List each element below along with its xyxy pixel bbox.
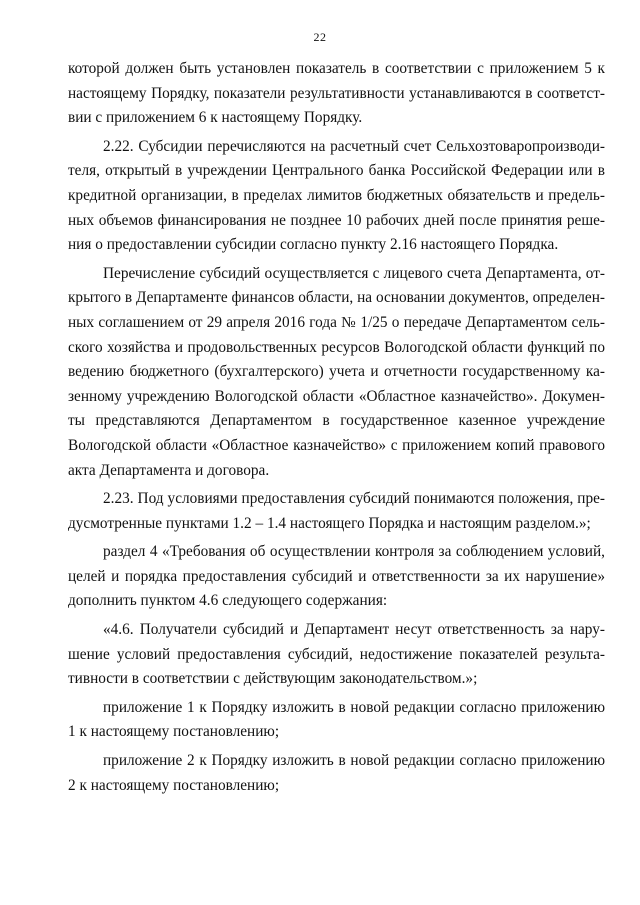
paragraph-section-4: раздел 4 «Требования об осуществлении контроля за соблюдением условий, целей и порядка предоставления субсидий и ответственности за их нарушение» дополнить пунктом 4.6 следующего содержания: (68, 543, 605, 610)
paragraph-4-6: «4.6. Получатели субсидий и Департамент несут ответственность за нарушение условий предоставления субсидий, недостижение показателей результативности в соответствии с действующим законодательством.»; (68, 621, 605, 688)
paragraph-continuation: которой должен быть установлен показатель в соответствии с приложением 5 к настоящему Порядку, показатели результативности устанавливаются в соответствии с приложением 6 к настоящему Порядку. (68, 60, 605, 127)
document-body (68, 57, 605, 802)
paragraph-appendix-2: приложение 2 к Порядку изложить в новой редакции согласно приложению 2 к настоящему постановлению; (68, 752, 605, 794)
paragraph-appendix-1: приложение 1 к Порядку изложить в новой редакции согласно приложению 1 к настоящему постановлению; (68, 698, 605, 741)
paragraph-2-23: 2.23. Под условиями предоставления субсидий понимаются положения, предусмотренные пунктами 1.2 – 1.4 настоящего Порядка и настоящим разделом.»; (68, 490, 605, 532)
paragraph-2-22: 2.22. Субсидии перечисляются на расчетный счет Сельхозтоваропроизводителя, открытый в учреждении Центрального банка Российской Федерации или в кредитной организации, в пределах лимитов бюджетных обязательств и предельных объемов финансирования не позднее 10 рабочих дней после принятия решения о предоставлении субсидии согласно пункту 2.16 настоящего Порядка. (68, 137, 605, 254)
page-number: 22 (313, 30, 327, 44)
paragraph-transfer: Перечисление субсидий осуществляется с лицевого счета Департамента, открытого в Департаменте финансов области, на основании документов, определенных соглашением от 29 апреля 2016 года № 1/25 о передаче Департаментом сельского хозяйства и продовольственных ресурсов Вологодской области функций по ведению бюджетного (бухгалтерского) учета и отчетности государственному казенному учреждению Вологодской области «Областное казначейство». Документы представляются Департаментом в государственное казенное учреждение Вологодской области «Областное казначейство» с приложением копий правового акта Департамента и договора. (68, 264, 605, 479)
